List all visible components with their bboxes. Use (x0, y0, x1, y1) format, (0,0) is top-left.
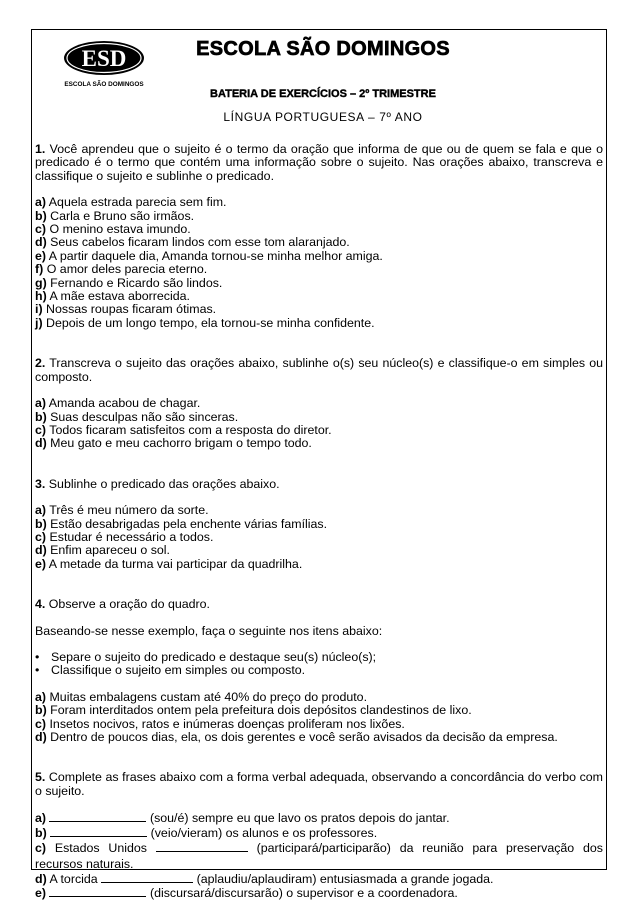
list-item: b) Foram interditados ontem pela prefeitura dois depósitos clandestinos de lixo. (35, 703, 472, 718)
list-item: d) Meu gato e meu cachorro brigam o tempo todo. (35, 436, 312, 451)
question-text: Transcreva o sujeito das orações abaixo, sublinhe o(s) seu núcleo(s) e classifique-o em simples ou composto. (35, 356, 604, 384)
bullet-icon: • (35, 649, 40, 664)
fill-in-item: c) Estados Unidos (participará/participarão) da reunião para preservação dos recursos naturais. (35, 841, 603, 872)
discipline-title: LÍNGUA PORTUGUESA – 7º ANO (223, 110, 423, 124)
question-text: Observe a oração do quadro. (48, 597, 210, 612)
answer-blank[interactable] (156, 841, 248, 852)
question-2-items (35, 397, 603, 451)
question-number: 4. (35, 597, 46, 612)
question-5-items (35, 811, 603, 901)
question-4-instruction: Baseando-se nesse exemplo, faça o seguinte nos itens abaixo: (35, 623, 383, 638)
bullet-item: • Separe o sujeito do predicado e destaque seu(s) núcleo(s); (35, 649, 377, 664)
question-4 (35, 598, 603, 744)
question-1 (35, 143, 603, 330)
bullet-icon: • (35, 663, 40, 678)
list-item: b) Estão desabrigadas pela enchente várias famílias. (35, 516, 328, 531)
question-5-statement (35, 771, 603, 798)
question-number: 3. (35, 476, 46, 491)
question-text: Sublinhe o predicado das orações abaixo. (48, 476, 280, 491)
school-name: ESCOLA SÃO DOMINGOS (196, 38, 450, 60)
list-item: i) Nossas roupas ficaram ótimas. (35, 302, 217, 317)
list-item: c) Estudar é necessário a todos. (35, 529, 214, 544)
fill-in-item: e) (discursará/discursarão) o supervisor e a coordenadora. (35, 886, 458, 901)
list-item: d) Seus cabelos ficaram lindos com esse tom alaranjado. (35, 235, 350, 250)
answer-blank[interactable] (49, 811, 146, 822)
answer-blank[interactable] (101, 872, 193, 883)
list-item: j) Depois de um longo tempo, ela tornou-se minha confidente. (35, 315, 375, 330)
bullet-item: • Classifique o sujeito em simples ou composto. (35, 663, 306, 678)
question-4-items (35, 691, 603, 745)
list-item: a) Aquela estrada parecia sem fim. (35, 195, 227, 210)
list-item: e) A partir daquele dia, Amanda tornou-se minha melhor amiga. (35, 248, 383, 263)
logo-text: ESD (81, 46, 127, 71)
list-item: d) Enfim apareceu o sol. (35, 543, 170, 558)
list-item: c) O menino estava imundo. (35, 222, 191, 237)
question-5 (35, 771, 603, 900)
question-number: 2. (35, 356, 46, 371)
logo-caption: ESCOLA SÃO DOMINGOS (64, 81, 144, 88)
question-1-statement (35, 143, 603, 183)
fill-in-item: a) (sou/é) sempre eu que lavo os pratos depois do jantar. (35, 811, 450, 826)
list-item: c) Insetos nocivos, ratos e inúmeras doenças proliferam nos lixões. (35, 716, 405, 731)
list-item: d) Dentro de poucos dias, ela, os dois gerentes e você serão avisados da decisão da empresa. (35, 730, 558, 744)
list-item: e) A metade da turma vai participar da quadrilha. (35, 556, 303, 571)
question-3 (35, 478, 603, 571)
list-item: f) O amor deles parecia eterno. (35, 262, 208, 277)
question-text: Você aprendeu que o sujeito é o termo da oração que informa de que ou de quem se fala e que o predicado é o termo que contém uma informação sobre o sujeito. Nas orações abaixo, transcreva e classifique o sujeito e sublinhe o predicado. (35, 142, 603, 183)
exercise-subtitle: BATERIA DE EXERCÍCIOS – 2º TRIMESTRE (210, 88, 436, 100)
list-item: g) Fernando e Ricardo são lindos. (35, 275, 223, 290)
list-item: a) Muitas embalagens custam até 40% do preço do produto. (35, 689, 368, 704)
question-4-statement (35, 598, 603, 611)
question-2-statement (35, 357, 603, 384)
list-item: c) Todos ficaram satisfeitos com a resposta do diretor. (35, 422, 332, 437)
school-logo (60, 37, 148, 92)
list-item: b) Carla e Bruno são irmãos. (35, 208, 195, 223)
question-3-items (35, 504, 603, 571)
answer-blank[interactable] (49, 886, 146, 897)
worksheet-frame (31, 29, 607, 901)
fill-in-item: d) A torcida (aplaudiu/aplaudiram) entusiasmada a grande jogada. (35, 872, 494, 887)
list-item: a) Três é meu número da sorte. (35, 503, 209, 518)
question-1-items (35, 196, 603, 330)
question-text: Complete as frases abaixo com a forma verbal adequada, observando a concordância do verbo com o sujeito. (35, 770, 604, 798)
list-item: h) A mãe estava aborrecida. (35, 289, 190, 304)
question-number: 5. (35, 770, 46, 785)
list-item: b) Suas desculpas não são sinceras. (35, 409, 239, 424)
answer-blank[interactable] (50, 826, 147, 837)
question-number: 1. (35, 142, 46, 156)
question-4-bullets (35, 651, 603, 678)
exercise-content (35, 143, 603, 901)
fill-in-item: b) (veio/vieram) os alunos e os professores. (35, 825, 378, 840)
question-2 (35, 357, 603, 450)
question-3-statement (35, 478, 603, 491)
list-item: a) Amanda acabou de chagar. (35, 396, 201, 411)
